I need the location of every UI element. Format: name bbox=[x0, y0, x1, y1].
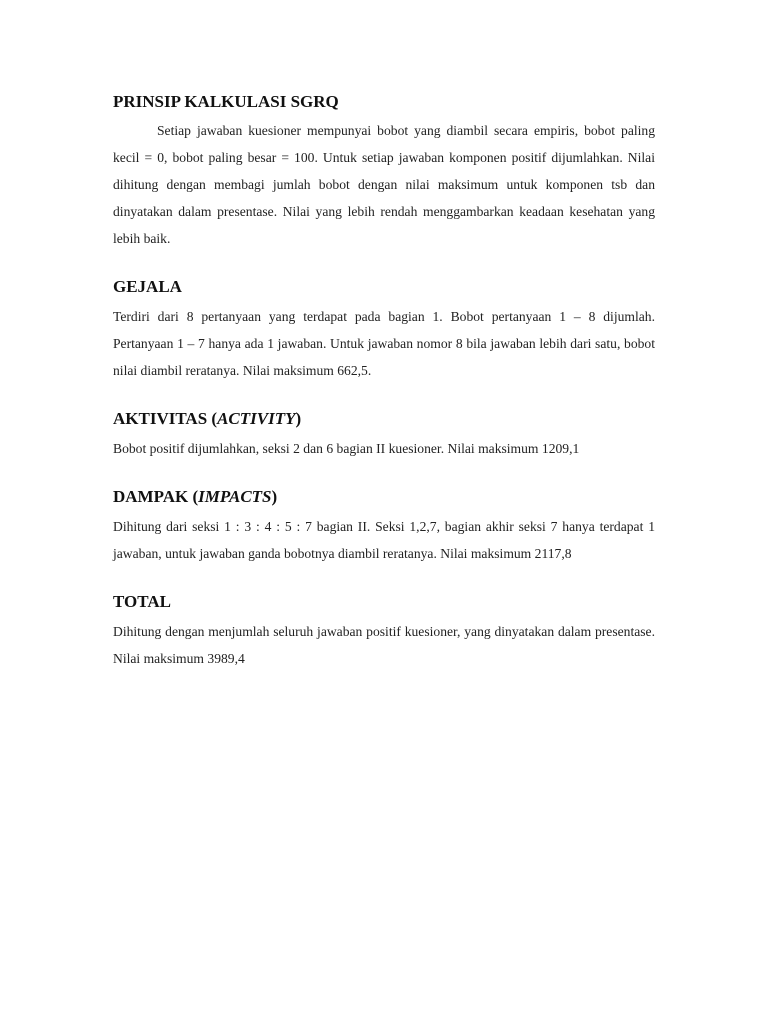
section-body: Dihitung dari seksi 1 : 3 : 4 : 5 : 7 bagian II. Seksi 1,2,7, bagian akhir seksi 7 hanya terdapat 1 jawaban, untuk jawaban ganda bobotnya diambil reratanya. Nilai maksimum 2117,8 bbox=[113, 519, 655, 561]
section-body: Dihitung dengan menjumlah seluruh jawaban positif kuesioner, yang dinyatakan dalam presentase. Nilai maksimum 3989,4 bbox=[113, 624, 655, 666]
section-heading: TOTAL bbox=[113, 592, 171, 611]
document-page bbox=[113, 90, 655, 695]
section-body: Bobot positif dijumlahkan, seksi 2 dan 6 bagian II kuesioner. Nilai maksimum 1209,1 bbox=[113, 441, 580, 456]
section-heading: PRINSIP KALKULASI SGRQ bbox=[113, 92, 339, 111]
section-body: Setiap jawaban kuesioner mempunyai bobot yang diambil secara empiris, bobot paling kecil = 0, bobot paling besar = 100. Untuk setiap jawaban komponen positif dijumlahkan. Nilai dihitung dengan membagi jumlah bobot dengan nilai maksimum untuk komponen tsb dan dinyatakan dalam presentase. Nilai yang lebih rendah menggambarkan keadaan kesehatan yang lebih baik. bbox=[113, 123, 655, 246]
section-heading: GEJALA bbox=[113, 277, 182, 296]
section-heading: AKTIVITAS (ACTIVITY) bbox=[113, 409, 302, 428]
section-aktivitas bbox=[113, 407, 655, 462]
section-body: Terdiri dari 8 pertanyaan yang terdapat pada bagian 1. Bobot pertanyaan 1 – 8 dijumlah. Pertanyaan 1 – 7 hanya ada 1 jawaban. Untuk jawaban nomor 8 bila jawaban lebih dari satu, bobot nilai diambil reratanya. Nilai maksimum 662,5. bbox=[113, 309, 655, 378]
section-heading: DAMPAK (IMPACTS) bbox=[113, 487, 278, 506]
section-gejala bbox=[113, 275, 655, 384]
section-total bbox=[113, 590, 655, 672]
section-dampak bbox=[113, 485, 655, 567]
section-prinsip-kalkulasi bbox=[113, 90, 655, 252]
